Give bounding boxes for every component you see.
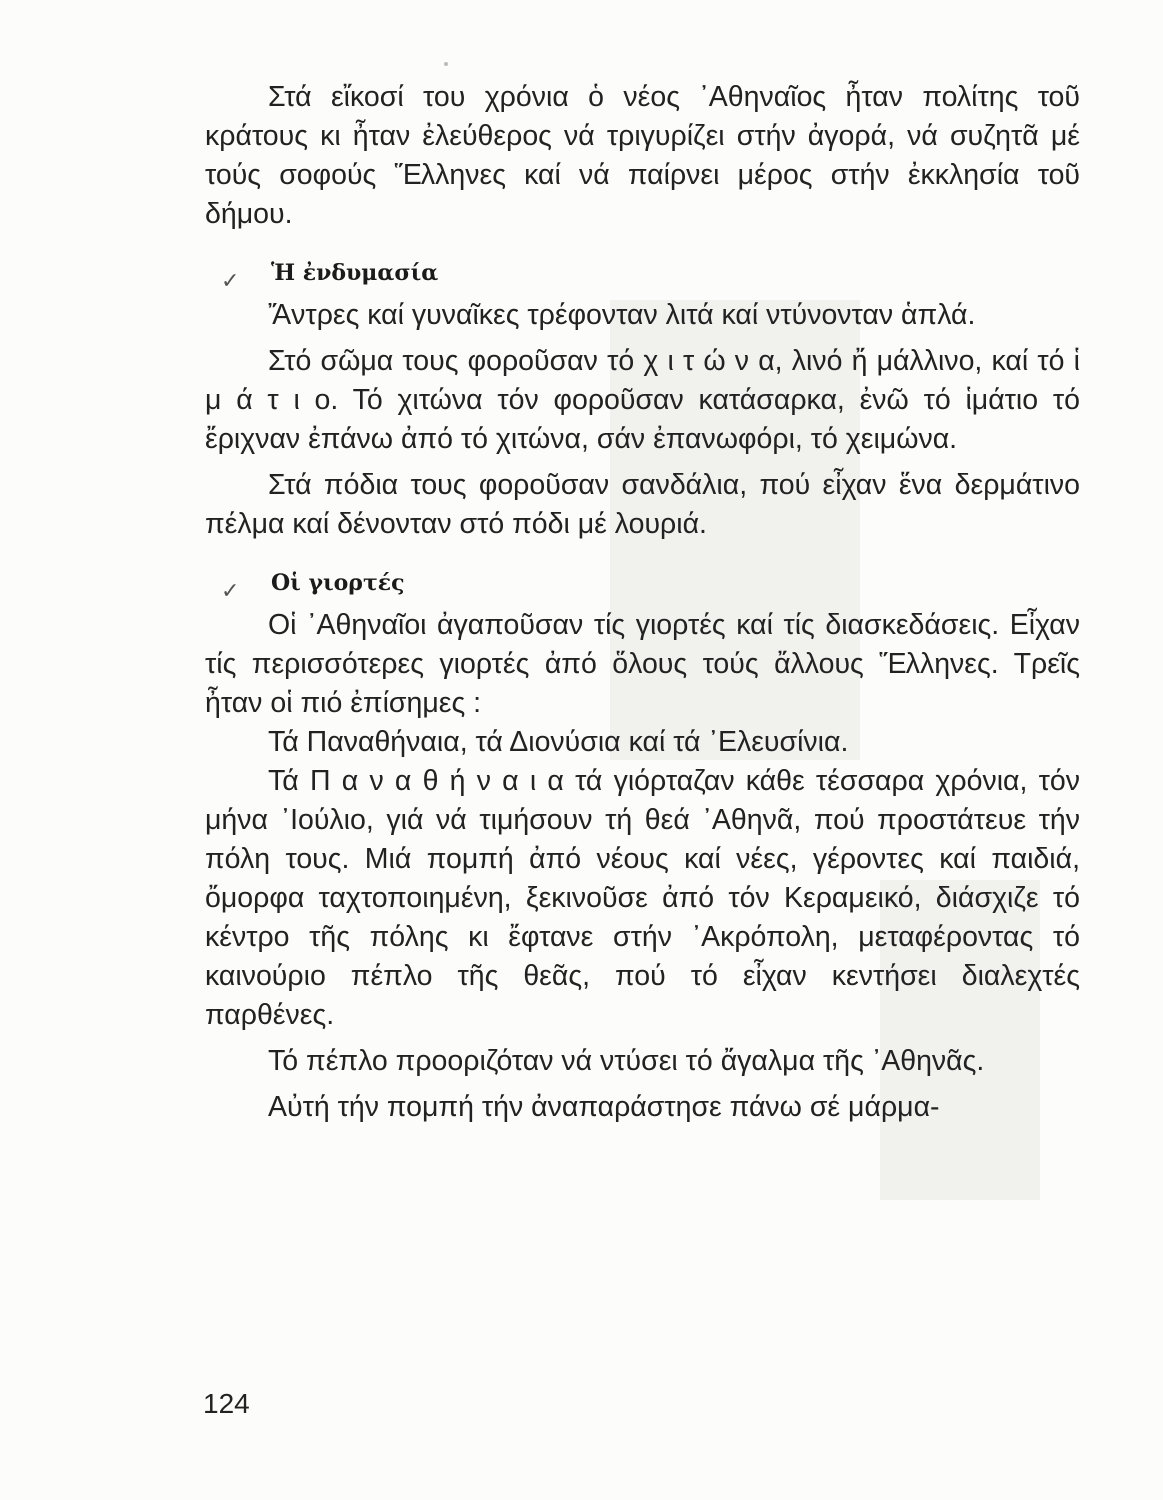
paragraph: Στά εἴκοσί του χρόνια ὁ νέος ᾿Αθηναῖος ἦταν πολίτης τοῦ κράτους κι ἦταν ἐλεύθερος νά τριγυρίζει στήν ἀγορά, νά συζητᾶ μέ τούς σοφούς Ἕλληνες καί νά παίρνει μέρος στήν ἐκκλησία τοῦ δήμου. [205,81,1080,230]
paragraph: Τά Παναθήναια, τά Διονύσια καί τά ᾿Ελευσίνια. [268,726,849,758]
paragraph: Αὐτή τήν πομπή τήν ἀναπαράστησε πάνω σέ μάρμα- [268,1091,940,1123]
heading-clothing: Ἡ ἐνδυμασία [271,260,439,286]
page-number: 124 [203,1388,250,1419]
checkmark-icon: ✓ [221,269,240,294]
paragraph: Τά Π α ν α θ ή ν α ι α τά γιόρταζαν κάθε τέσσαρα χρόνια, τόν μήνα ᾿Ιούλιο, γιά νά τιμήσουν τή θεά ᾿Αθηνᾶ, πού προστάτευε τήν πόλη τους. Μιά πομπή ἀπό νέους καί νέες, γέροντες καί παιδιά, ὄμορφα ταχτοποιημένη, ξεκινοῦσε ἀπό τόν Κεραμεικό, διάσχιζε τό κέντρο τῆς πόλης κι ἔφτανε στήν ᾿Ακρόπολη, μεταφέροντας τό καινούριο πέπλο τῆς θεᾶς, πού τό εἶχαν κεντήσει διαλεχτές παρθένες. [205,765,1080,1031]
paragraph: Στά πόδια τους φοροῦσαν σανδάλια, πού εἶχαν ἕνα δερμάτινο πέλμα καί δένονταν στό πόδι μέ λουριά. [205,469,1080,540]
paper-speck [444,62,448,66]
section-heading [205,558,1080,604]
heading-festivals: Οἱ γιορτές [271,570,405,596]
paragraph: Οἱ ᾿Αθηναῖοι ἀγαποῦσαν τίς γιορτές καί τίς διασκεδάσεις. Εἶχαν τίς περισσότερες γιορτές ἀπό ὅλους τούς ἄλλους Ἕλληνες. Τρεῖς ἦταν οἱ πιό ἐπίσημες : [205,609,1080,719]
section-heading [205,248,1080,294]
main-text [205,78,1080,1127]
paragraph: Στό σῶμα τους φοροῦσαν τό χ ι τ ώ ν α, λινό ἤ μάλλινο, καί τό ἱ μ ά τ ι ο. Τό χιτώνα τόν φοροῦσαν κατάσαρκα, ἐνῶ τό ἱμάτιο τό ἔριχναν ἐπάνω ἀπό τό χιτώνα, σάν ἐπανωφόρι, τό χειμώνα. [205,345,1080,455]
paragraph: Ἄντρες καί γυναῖκες τρέφονταν λιτά καί ντύνονταν ἁπλά. [268,299,976,331]
checkmark-icon: ✓ [221,579,240,604]
paragraph: Τό πέπλο προοριζόταν νά ντύσει τό ἄγαλμα τῆς ᾿Αθηνᾶς. [268,1045,985,1077]
